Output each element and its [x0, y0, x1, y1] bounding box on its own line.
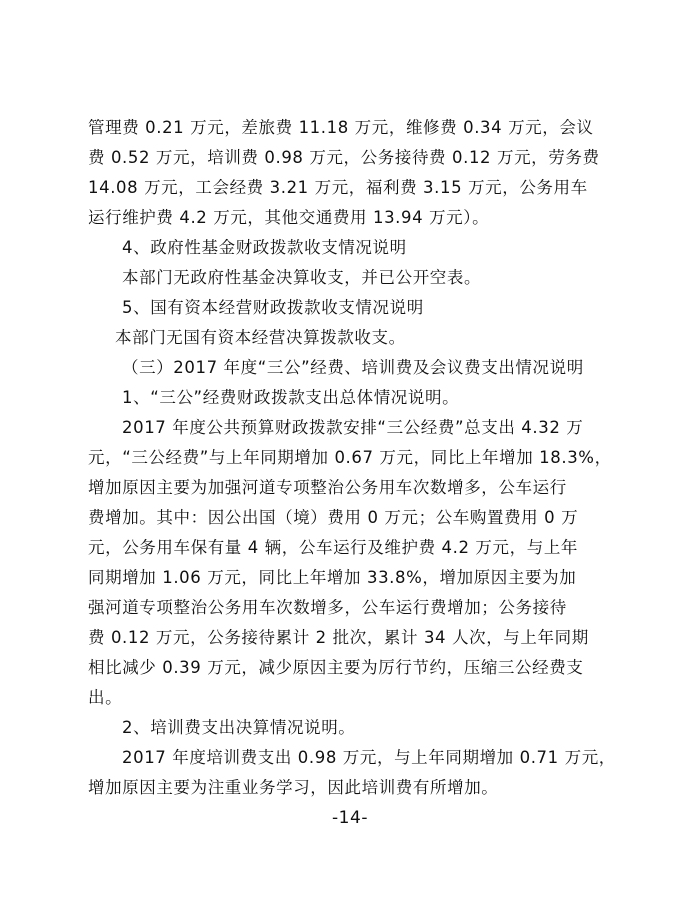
- section-heading-state-capital: 5、国有资本经营财政拨款收支情况说明: [122, 298, 424, 317]
- body-line-23: 增加原因主要为注重业务学习，因此培训费有所增加。: [88, 778, 499, 797]
- body-line-12: 元，“三公经费”与上年同期增加 0.67 万元，同比上年增加 18.3%，: [88, 448, 612, 467]
- section-heading-government-fund: 4、政府性基金财政拨款收支情况说明: [122, 238, 407, 257]
- body-line-16: 同期增加 1.06 万元，同比上年增加 33.8%，增加原因主要为加: [88, 568, 577, 587]
- body-line-4: 运行维护费 4.2 万元，其他交通费用 13.94 万元）。: [88, 208, 490, 227]
- body-line-11: 2017 年度公共预算财政拨款安排“三公经费”总支出 4.32 万: [122, 418, 584, 437]
- page-number: -14-: [332, 808, 368, 828]
- body-line-3: 14.08 万元，工会经费 3.21 万元，福利费 3.15 万元，公务用车: [88, 178, 588, 197]
- body-line-18: 费 0.12 万元，公务接待累计 2 批次，累计 34 人次，与上年同期: [88, 628, 589, 647]
- subsection-heading-training-fee: 2、培训费支出决算情况说明。: [122, 718, 356, 737]
- section-heading-three-public: （三）2017 年度“三公”经费、培训费及会议费支出情况说明: [122, 358, 584, 377]
- body-line-14: 费增加。其中：因公出国（境）费用 0 万元；公车购置费用 0 万: [88, 508, 579, 527]
- body-line-8: 本部门无国有资本经营决算拨款收支。: [115, 328, 406, 347]
- body-line-15: 元，公务用车保有量 4 辆，公车运行及维护费 4.2 万元，与上年: [88, 538, 579, 557]
- body-line-1: 管理费 0.21 万元，差旅费 11.18 万元，维修费 0.34 万元，会议: [88, 118, 594, 137]
- body-line-6: 本部门无政府性基金决算收支，并已公开空表。: [122, 268, 482, 287]
- body-line-22: 2017 年度培训费支出 0.98 万元，与上年同期增加 0.71 万元，: [122, 748, 616, 767]
- body-line-2: 费 0.52 万元，培训费 0.98 万元，公务接待费 0.12 万元，劳务费: [88, 148, 600, 167]
- subsection-heading-three-public-overview: 1、“三公”经费财政拨款支出总体情况说明。: [122, 388, 460, 407]
- body-line-13: 增加原因主要为加强河道专项整治公务用车次数增多，公车运行: [88, 478, 567, 497]
- body-line-19: 相比减少 0.39 万元，减少原因主要为厉行节约，压缩三公经费支: [88, 658, 584, 677]
- body-line-17: 强河道专项整治公务用车次数增多，公车运行费增加；公务接待: [88, 598, 567, 617]
- body-line-20: 出。: [88, 688, 123, 707]
